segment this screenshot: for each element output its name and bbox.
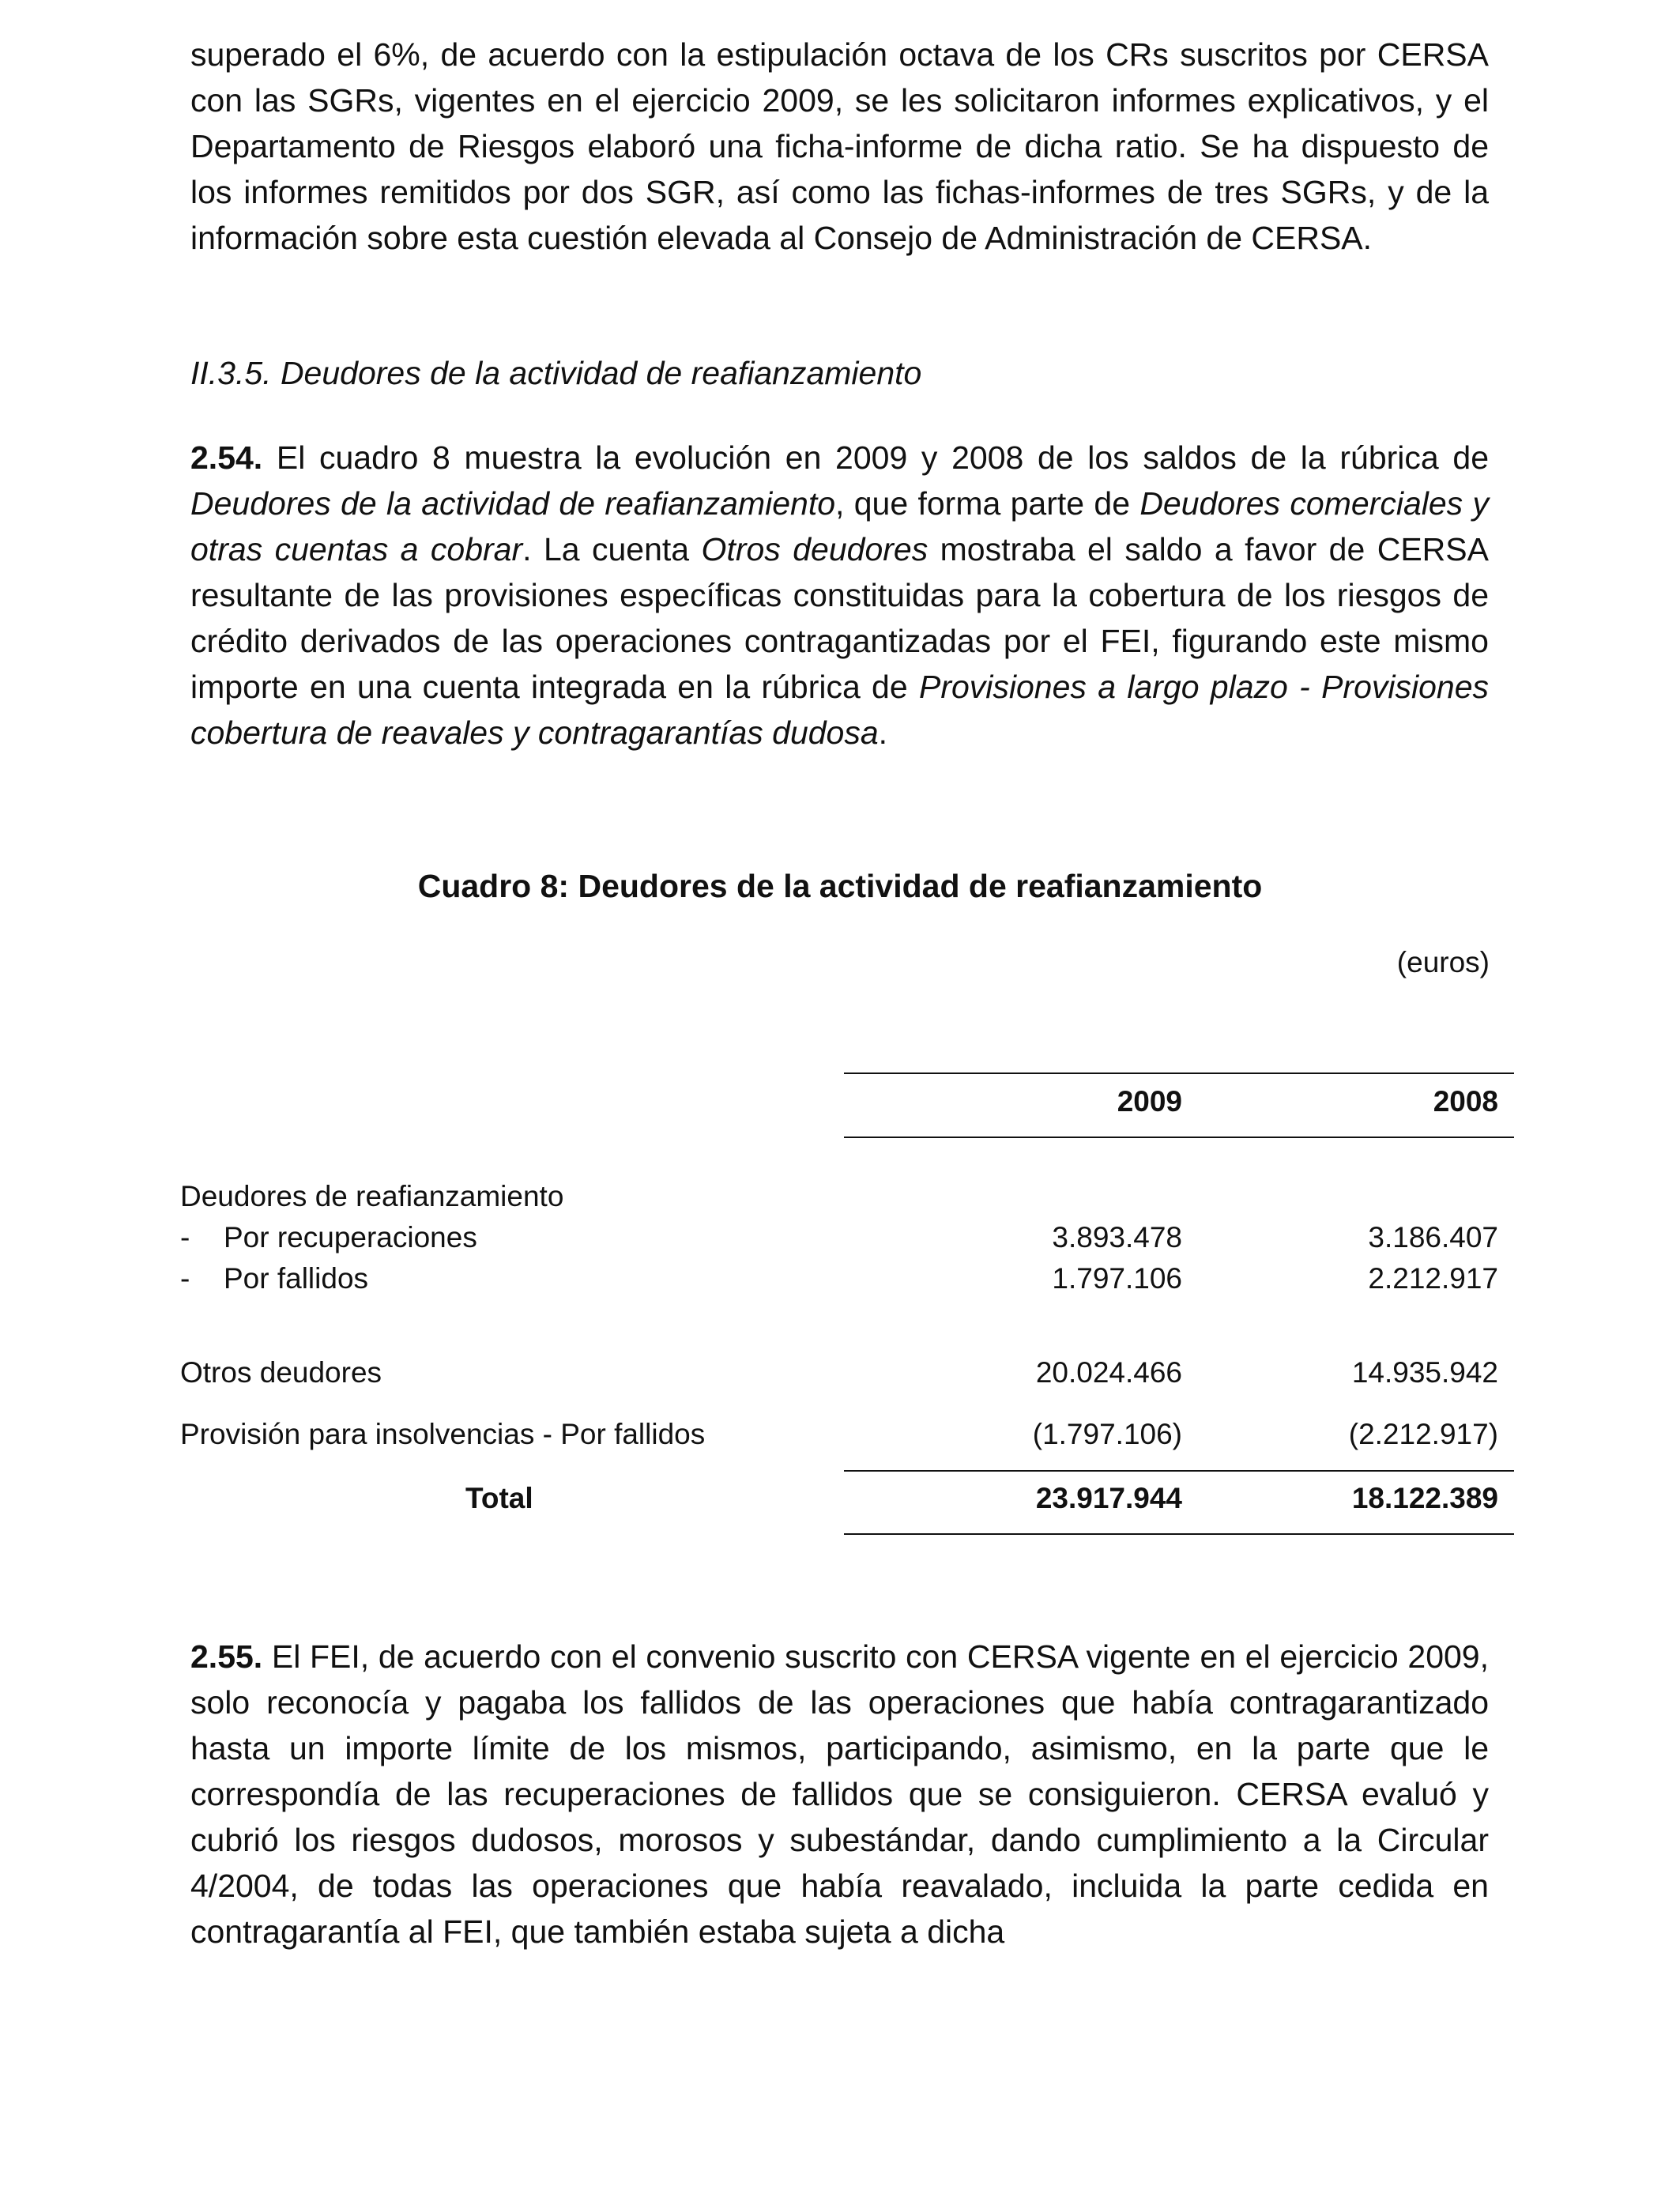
value-2009: 1.797.106 <box>1052 1262 1182 1295</box>
table-bottom-rule <box>844 1533 1514 1535</box>
paragraph-number: 2.55. <box>190 1638 263 1675</box>
row-label: Otros deudores <box>180 1356 382 1389</box>
value-2008: 2.212.917 <box>1368 1262 1498 1295</box>
table-top-rule <box>844 1072 1514 1074</box>
group-label: Deudores de reafianzamiento <box>180 1180 564 1212</box>
paragraph-text: El cuadro 8 muestra la evolución en 2009 y 2008 de los saldos de la rúbrica de <box>262 439 1489 476</box>
italic-term: Otros deudores <box>701 531 929 567</box>
row-dash: - <box>180 1221 190 1253</box>
paragraph-2-54 <box>190 435 1489 756</box>
italic-term: Deudores de la actividad de reafianzamiento <box>190 485 836 522</box>
value-2009: (1.797.106) <box>1032 1418 1182 1450</box>
total-label: Total <box>465 1482 533 1514</box>
total-2008: 18.122.389 <box>1351 1482 1498 1514</box>
total-2009: 23.917.944 <box>1035 1482 1182 1514</box>
value-2008: (2.212.917) <box>1348 1418 1498 1450</box>
paragraph-text: , que forma parte de <box>835 485 1140 522</box>
value-2008: 3.186.407 <box>1368 1221 1498 1253</box>
row-label: Por fallidos <box>224 1262 369 1295</box>
paragraph-text: El FEI, de acuerdo con el convenio suscrito con CERSA vigente en el ejercicio 2009, solo reconocía y pagaba los fallidos de las operaciones que había contragarantizado hasta un importe límite de los mismos, participando, asimismo, en la parte que le correspondía de las recuperaciones de fallidos que se consiguieron. CERSA evaluó y cubrió los riesgos dudosos, morosos y subestándar, dando cumplimiento a la Circular 4/2004, de todas las operaciones que había reavalado, incluida la parte cedida en contragarantía al FEI, que también estaba sujeta a dicha <box>190 1638 1489 1950</box>
column-header-2008: 2008 <box>1433 1085 1498 1118</box>
value-2009: 3.893.478 <box>1052 1221 1182 1253</box>
paragraph-text: . La cuenta <box>522 531 702 567</box>
paragraph-2-55 <box>190 1634 1489 1955</box>
paragraph-continuation: superado el 6%, de acuerdo con la estipulación octava de los CRs suscritos por CERSA con las SGRs, vigentes en el ejercicio 2009, se les solicitaron informes explicativos, y el Departamento de Riesgos elaboró una ficha-informe de dicha ratio. Se ha dispuesto de los informes remitidos por dos SGR, así como las fichas-informes de tres SGRs, y de la información sobre esta cuestión elevada al Consejo de Administración de CERSA. <box>190 36 1489 256</box>
value-2009: 20.024.466 <box>1035 1356 1182 1389</box>
row-dash: - <box>180 1262 190 1295</box>
italic-term: Deudores comerciales y otras cuentas a cobrar <box>190 485 1489 567</box>
paragraph-number: 2.54. <box>190 439 263 476</box>
row-label: Por recuperaciones <box>224 1221 477 1253</box>
section-heading: II.3.5. Deudores de la actividad de reafianzamiento <box>190 355 922 391</box>
row-label: Provisión para insolvencias - Por fallidos <box>180 1418 706 1450</box>
italic-term: Provisiones a largo plazo - Provisiones cobertura de reavales y contragarantías dudosa <box>190 669 1489 751</box>
value-2008: 14.935.942 <box>1351 1356 1498 1389</box>
table-title: Cuadro 8: Deudores de la actividad de reafianzamiento <box>417 868 1263 904</box>
paragraph-text: mostraba el saldo a favor de CERSA resultante de las provisiones específicas constituidas para la cobertura de los riesgos de crédito derivados de las operaciones contragantizadas por el FEI, figurando este mismo importe en una cuenta integrada en la rúbrica de <box>190 531 1489 705</box>
header-bottom-rule <box>844 1137 1514 1138</box>
table-units: (euros) <box>1396 946 1490 978</box>
paragraph-text: . <box>878 714 888 751</box>
total-top-rule <box>844 1470 1514 1472</box>
column-header-2009: 2009 <box>1117 1085 1182 1118</box>
